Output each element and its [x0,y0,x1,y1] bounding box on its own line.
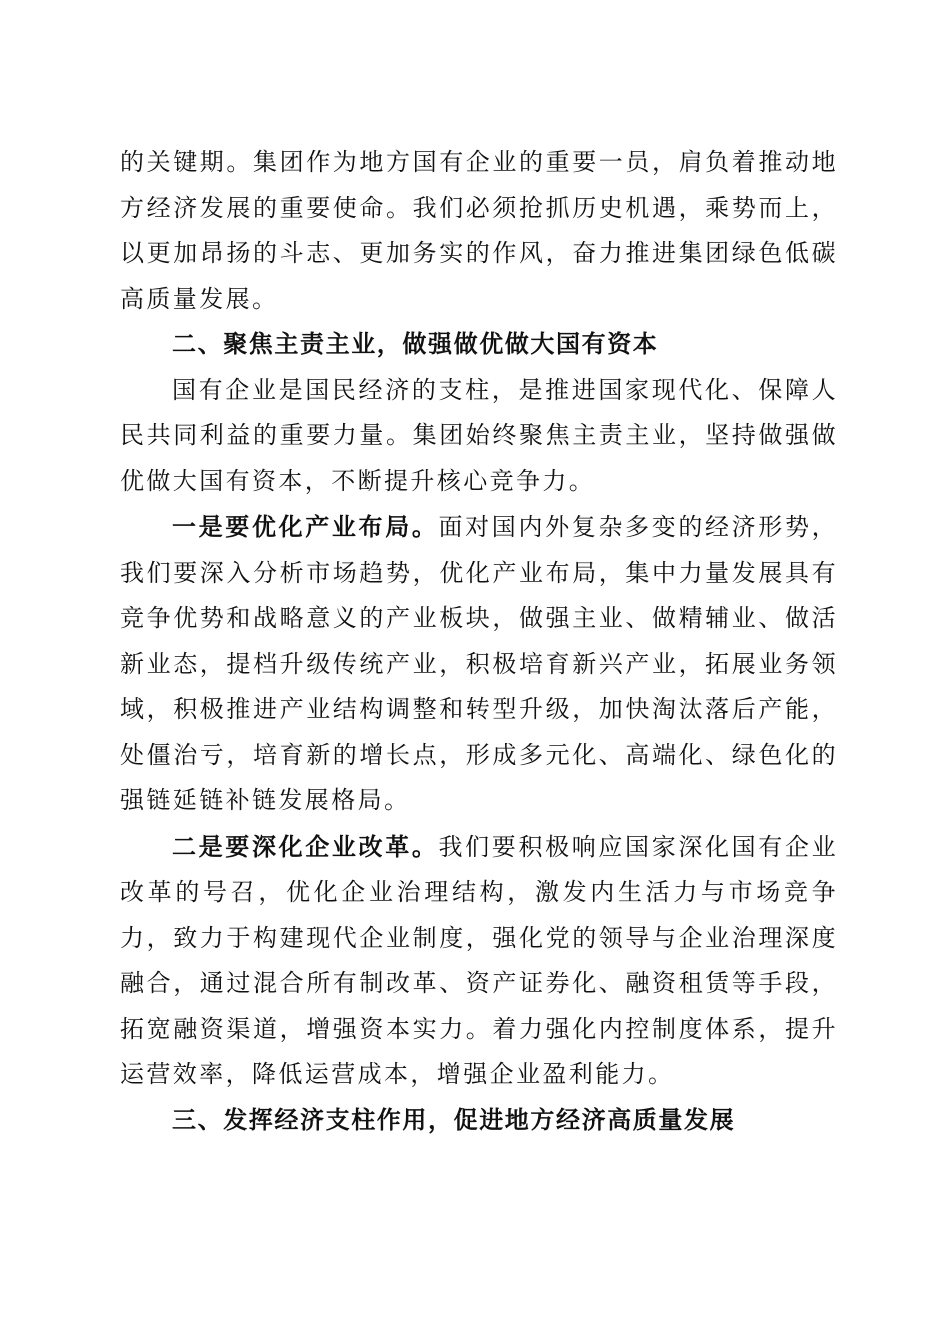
paragraph-enterprise-reform-text: 我们要积极响应国家深化国有企业改革的号召，优化企业治理结构，激发内生活力与市场竞争力，致力于构建现代企业制度，强化党的领导与企业治理深度融合，通过混合所有制改革、资产证券化、融资租赁等手段，拓宽融资渠道，增强资本实力。着力强化内控制度体系，提升运营效率，降低运营成本，增强企业盈利能力。 [120,832,838,1088]
lead-phrase-industry-layout: 一是要优化产业布局。 [172,512,439,541]
paragraph-enterprise-reform [120,824,838,1098]
paragraph-continuation: 的关键期。集团作为地方国有企业的重要一员，肩负着推动地方经济发展的重要使命。我们必须抢抓历史机遇，乘势而上，以更加昂扬的斗志、更加务实的作风，奋力推进集团绿色低碳高质量发展。 [120,148,838,313]
paragraph-industry-layout-text: 面对国内外复杂多变的经济形势，我们要深入分析市场趋势，优化产业布局，集中力量发展具有竞争优势和战略意义的产业板块，做强主业、做精辅业、做活新业态，提档升级传统产业，积极培育新兴产业，拓展业务领域，积极推进产业结构调整和转型升级，加快淘汰落后产能，处僵治亏，培育新的增长点，形成多元化、高端化、绿色化的强链延链补链发展格局。 [120,513,838,814]
section-heading-2: 二、聚焦主责主业，做强做优做大国有资本 [172,330,659,358]
lead-phrase-enterprise-reform: 二是要深化企业改革。 [172,831,439,861]
document-body [120,140,838,1143]
paragraph-industry-layout [120,504,838,824]
section-heading-3: 三、发挥经济支柱作用，促进地方经济高质量发展 [172,1105,736,1134]
paragraph-state-enterprise: 国有企业是国民经济的支柱，是推进国家现代化、保障人民共同利益的重要力量。集团始终聚焦主责主业，坚持做强做优做大国有资本，不断提升核心竞争力。 [120,375,838,495]
